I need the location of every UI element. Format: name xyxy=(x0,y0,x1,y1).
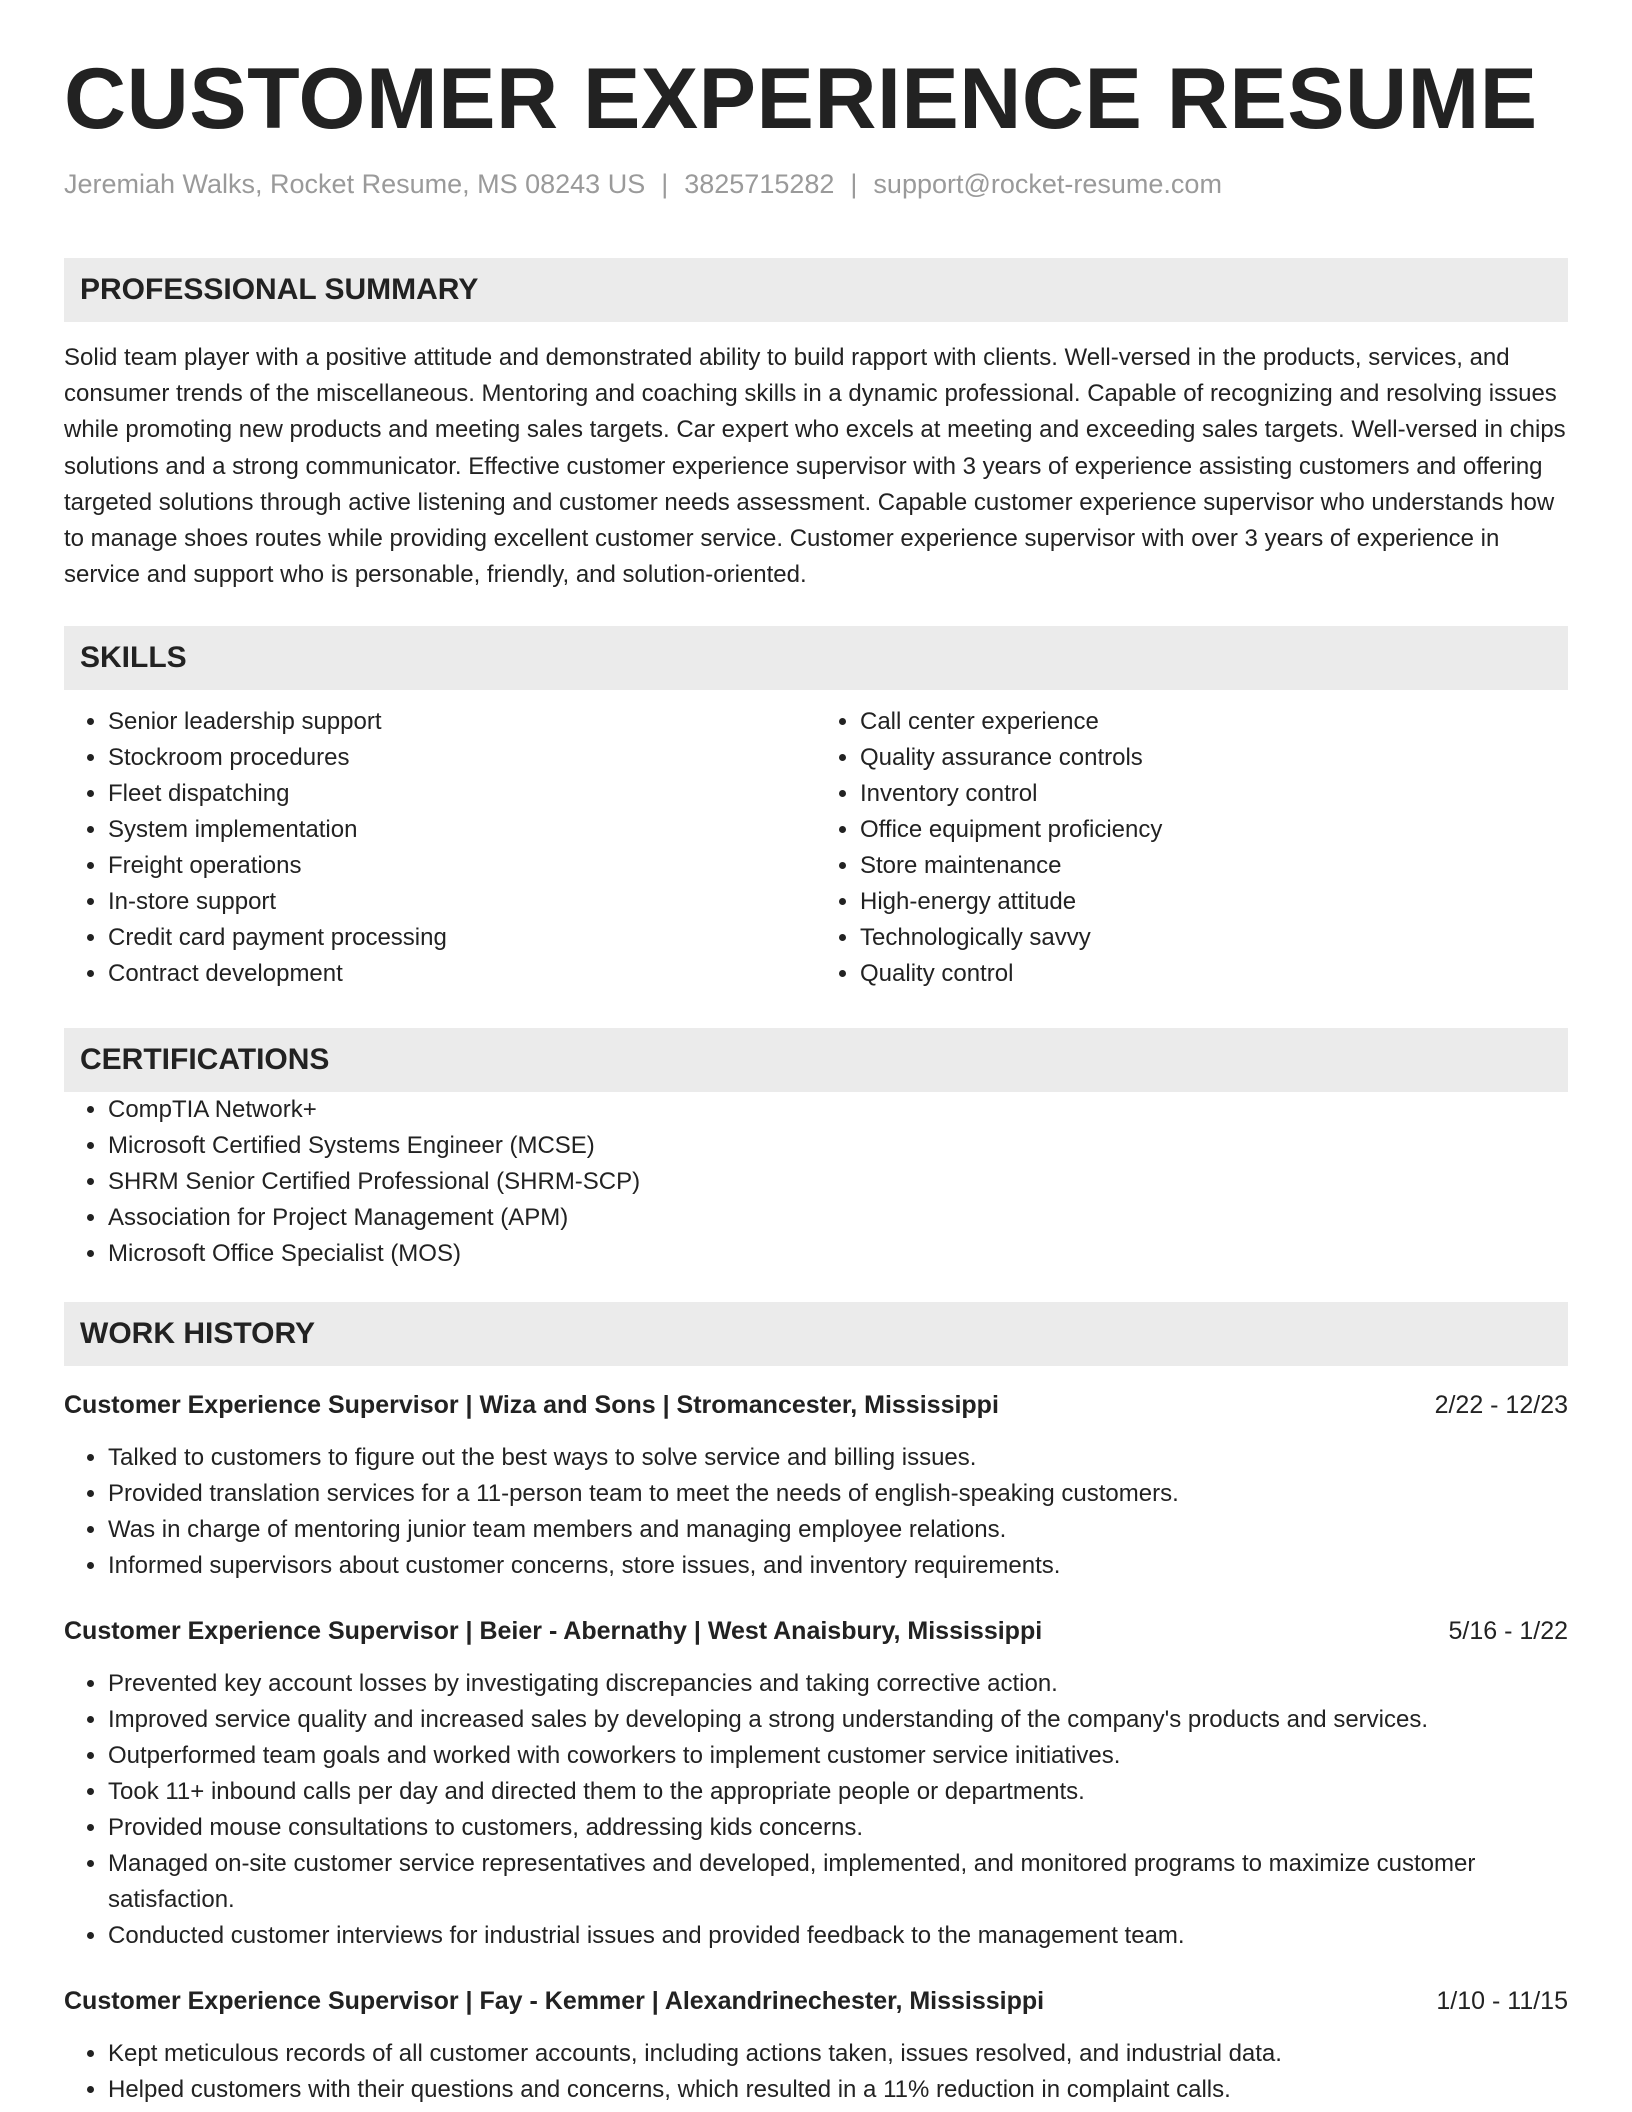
job-bullets xyxy=(64,1666,1568,1954)
contact-line xyxy=(64,167,1568,202)
job-bullet: • Kept meticulous records of all customer accounts, including actions taken, issues resolved, and industrial data. xyxy=(108,2036,1568,2072)
job-bullet: • Outperformed team goals and worked with coworkers to implement customer service initiatives. xyxy=(108,1738,1568,1774)
work-history-heading: WORK HISTORY xyxy=(64,1302,1568,1366)
resume-title: CUSTOMER EXPERIENCE RESUME xyxy=(64,51,1538,147)
job-entry xyxy=(64,1614,1568,1954)
job-bullet: • Provided translation services for a 11-person team to meet the needs of english-speaking customers. xyxy=(108,1476,1568,1512)
skill-item: • Call center experience xyxy=(860,704,1568,740)
skill-item: • Stockroom procedures xyxy=(108,740,816,776)
skill-item: • Credit card payment processing xyxy=(108,920,816,956)
skill-item: • High-energy attitude xyxy=(860,884,1568,920)
certifications-list xyxy=(64,1092,1568,1272)
contact-phone: 3825715282 xyxy=(684,168,835,199)
job-header xyxy=(64,1984,1568,2018)
job-bullet: • Informed supervisors about customer concerns, store issues, and inventory requirements. xyxy=(108,1548,1568,1584)
skill-item: • Senior leadership support xyxy=(108,704,816,740)
job-header xyxy=(64,1614,1568,1648)
job-bullet: • Helped customers with their questions and concerns, which resulted in a 11% reduction in complaint calls. xyxy=(108,2072,1568,2108)
skills-heading: SKILLS xyxy=(64,626,1568,690)
job-title: Customer Experience Supervisor | Beier - Abernathy | West Anaisbury, Mississippi xyxy=(64,1616,1043,1645)
contact-email: support@rocket-resume.com xyxy=(873,168,1222,199)
skill-item: • Store maintenance xyxy=(860,848,1568,884)
job-entry xyxy=(64,1984,1568,2108)
contact-address: Jeremiah Walks, Rocket Resume, MS 08243 US xyxy=(64,168,646,199)
job-dates: 5/16 - 1/22 xyxy=(1448,1616,1568,1645)
professional-summary-text: Solid team player with a positive attitude and demonstrated ability to build rapport with clients. Well-versed in the products, services, and consumer trends of the miscellaneous. Mentoring and coaching skills in a dynamic professional. Capable of recognizing and resolving issues while promoting new products and meeting sales targets. Car expert who excels at meeting and exceeding sales targets. Well-versed in chips solutions and a strong communicator. Effective customer experience supervisor with 3 years of experience assisting customers and offering targeted solutions through active listening and customer needs assessment. Capable customer experience supervisor who understands how to manage shoes routes while providing excellent customer service. Customer experience supervisor with over 3 years of experience in service and support who is personable, friendly, and solution-oriented. xyxy=(64,343,1566,589)
contact-separator: | xyxy=(850,168,858,199)
job-bullets xyxy=(64,1440,1568,1584)
job-bullet: • Managed on-site customer service representatives and developed, implemented, and monitored programs to maximize customer satisfaction. xyxy=(108,1846,1568,1918)
certification-item: • CompTIA Network+ xyxy=(108,1092,1568,1128)
skill-item: • System implementation xyxy=(108,812,816,848)
certification-item: • SHRM Senior Certified Professional (SHRM-SCP) xyxy=(108,1164,1568,1200)
skill-item: • Quality control xyxy=(860,956,1568,992)
skills-list-right xyxy=(816,704,1568,992)
work-history-list xyxy=(64,1388,1568,2108)
job-bullet: • Conducted customer interviews for industrial issues and provided feedback to the management team. xyxy=(108,1918,1568,1954)
skill-item: • Inventory control xyxy=(860,776,1568,812)
skill-item: • In-store support xyxy=(108,884,816,920)
certifications-heading: CERTIFICATIONS xyxy=(64,1028,1568,1092)
skill-item: • Quality assurance controls xyxy=(860,740,1568,776)
job-entry xyxy=(64,1388,1568,1584)
certification-item: • Microsoft Certified Systems Engineer (MCSE) xyxy=(108,1128,1568,1164)
certification-item: • Association for Project Management (APM) xyxy=(108,1200,1568,1236)
skills-columns xyxy=(64,704,1568,992)
skill-item: • Technologically savvy xyxy=(860,920,1568,956)
certification-item: • Microsoft Office Specialist (MOS) xyxy=(108,1236,1568,1272)
job-bullet: • Prevented key account losses by investigating discrepancies and taking corrective action. xyxy=(108,1666,1568,1702)
skill-item: • Freight operations xyxy=(108,848,816,884)
job-bullet: • Took 11+ inbound calls per day and directed them to the appropriate people or departments. xyxy=(108,1774,1568,1810)
skill-item: • Fleet dispatching xyxy=(108,776,816,812)
job-dates: 2/22 - 12/23 xyxy=(1434,1390,1568,1419)
job-header xyxy=(64,1388,1568,1422)
job-title: Customer Experience Supervisor | Wiza and Sons | Stromancester, Mississippi xyxy=(64,1390,999,1419)
job-dates: 1/10 - 11/15 xyxy=(1436,1986,1568,2015)
skill-item: • Contract development xyxy=(108,956,816,992)
professional-summary-heading: PROFESSIONAL SUMMARY xyxy=(64,258,1568,322)
skills-list-left xyxy=(64,704,816,992)
contact-separator: | xyxy=(661,168,669,199)
job-bullet: • Was in charge of mentoring junior team members and managing employee relations. xyxy=(108,1512,1568,1548)
job-bullets xyxy=(64,2036,1568,2108)
job-bullet: • Improved service quality and increased sales by developing a strong understanding of the company's products and services. xyxy=(108,1702,1568,1738)
job-bullet: • Talked to customers to figure out the best ways to solve service and billing issues. xyxy=(108,1440,1568,1476)
job-title: Customer Experience Supervisor | Fay - Kemmer | Alexandrinechester, Mississippi xyxy=(64,1986,1045,2015)
job-bullet: • Provided mouse consultations to customers, addressing kids concerns. xyxy=(108,1810,1568,1846)
skill-item: • Office equipment proficiency xyxy=(860,812,1568,848)
